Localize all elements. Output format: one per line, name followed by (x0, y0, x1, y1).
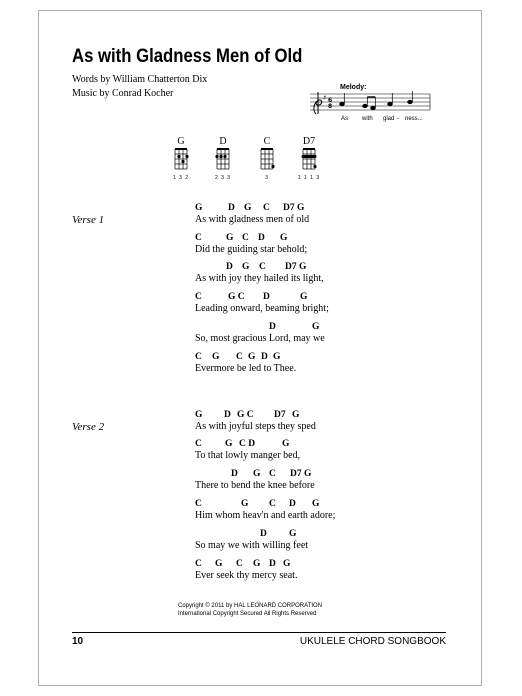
chord-symbol: G (273, 352, 281, 362)
svg-text:8: 8 (328, 103, 333, 110)
copyright-line: Copyright © 2011 by HAL LEONARD CORPORATION (178, 603, 323, 609)
lyric-line: To that lowly manger bed, (195, 450, 301, 461)
chord-symbol: C (242, 233, 249, 243)
music-credit: Music by Conrad Kocher (72, 88, 174, 99)
chord-symbol: G (282, 439, 290, 449)
book-title: UKULELE CHORD SONGBOOK (299, 636, 446, 647)
melody-staff (310, 90, 434, 116)
chord-diagram-c (252, 136, 282, 181)
chord-diagram-name: C (263, 136, 271, 147)
chord-symbol: C (259, 262, 266, 272)
chord-fingering: 3 (265, 175, 269, 181)
footer-rule (72, 632, 446, 633)
words-credit: Words by William Chatterton Dix (72, 74, 208, 85)
verse-label: Verse 1 (72, 214, 105, 226)
chord-symbol: C (195, 559, 202, 569)
melody-label: Melody: (340, 84, 367, 91)
lyric-line: So, most gracious Lord, may we (195, 333, 325, 344)
chord-symbol: G (312, 499, 320, 509)
fretboard-icon (215, 148, 231, 170)
chord-fingering: 2 3 3 (214, 175, 232, 181)
lyric-line: Leading onward, beaming bright; (195, 303, 329, 314)
chord-symbol: G (280, 233, 288, 243)
chord-diagram-name: D7 (302, 136, 316, 147)
chord-symbol: G (312, 322, 320, 332)
chord-symbol: D (269, 559, 276, 569)
melody-lyric: with (362, 116, 373, 122)
chord-symbol: D (269, 322, 276, 332)
chord-symbol: G (248, 352, 256, 362)
chord-symbol: D (224, 410, 231, 420)
chord-symbol: C (195, 439, 202, 449)
fretboard-icon (173, 148, 189, 170)
chord-symbol: D (258, 233, 265, 243)
chord-symbol: D7 G (290, 469, 312, 479)
chord-symbol: C (236, 352, 243, 362)
chord-symbol: G (244, 203, 252, 213)
chord-symbol: G (226, 233, 234, 243)
lyric-line: There to bend the knee before (195, 480, 315, 491)
chord-symbol: C (195, 233, 202, 243)
chord-symbol: D7 (274, 410, 286, 420)
treble-clef-icon (314, 92, 322, 114)
fretboard-icon (259, 148, 275, 170)
chord-symbol: G (242, 262, 250, 272)
lyric-line: Him whom heav'n and earth adore; (195, 510, 336, 521)
sharp-icon: ♯ (323, 94, 327, 102)
page-number: 10 (72, 636, 84, 647)
chord-symbol: D (289, 499, 296, 509)
chord-symbol: G (253, 559, 261, 569)
chord-symbol: C (195, 352, 202, 362)
lyric-line: Ever seek thy mercy seat. (195, 570, 298, 581)
chord-symbol: G (292, 410, 300, 420)
verse-label: Verse 2 (72, 421, 105, 433)
chord-fingering: 1 3 2 (172, 175, 190, 181)
chord-symbol: D (263, 292, 270, 302)
chord-symbol: C (269, 469, 276, 479)
song-title: As with Gladness Men of Old (72, 46, 303, 67)
chord-symbol: G (300, 292, 308, 302)
chord-symbol: G (225, 439, 233, 449)
lyric-line: Evermore be led to Thee. (195, 363, 297, 374)
chord-symbol: G (212, 352, 220, 362)
chord-symbol: G (241, 499, 249, 509)
chord-symbol: G (283, 559, 291, 569)
lyric-line: As with joy they hailed its light, (195, 273, 324, 284)
copyright-line: International Copyright Secured All Rights Reserved (178, 611, 317, 617)
chord-symbol: G (195, 410, 203, 420)
lyric-line: Did the guiding star behold; (195, 244, 308, 255)
chord-symbol: C (263, 203, 270, 213)
chord-symbol: D (228, 203, 235, 213)
chord-diagram-name: G (177, 136, 185, 147)
chord-diagram-g (166, 136, 196, 181)
chord-symbol: G (289, 529, 297, 539)
chord-symbol: D (260, 529, 267, 539)
lyric-line: As with gladness men of old (195, 214, 310, 225)
chord-symbol: D (226, 262, 233, 272)
melody-lyric: - (397, 116, 399, 122)
chord-symbol: C (236, 559, 243, 569)
chord-symbol: C D (239, 439, 256, 449)
chord-fingering: 1 1 1 3 (297, 175, 321, 181)
fretboard-icon (301, 148, 317, 170)
chord-symbol: D (231, 469, 238, 479)
lyric-line: As with joyful steps they sped (195, 421, 316, 432)
chord-symbol: D7 G (285, 262, 307, 272)
chord-symbol: C (269, 499, 276, 509)
chord-symbol: D (261, 352, 268, 362)
lyric-line: So may we with willing feet (195, 540, 309, 551)
chord-diagram-d (208, 136, 238, 181)
chord-diagram-d7 (294, 136, 324, 181)
chord-symbol: G (195, 203, 203, 213)
chord-symbol: G C (237, 410, 254, 420)
melody-lyric: ness... (405, 116, 423, 122)
melody-lyric: glad (383, 116, 395, 122)
chord-symbol: D7 G (283, 203, 305, 213)
chord-symbol: C (195, 292, 202, 302)
chord-symbol: G C (228, 292, 245, 302)
chord-symbol: G (215, 559, 223, 569)
melody-lyric: As (341, 116, 349, 122)
chord-symbol: C (195, 499, 202, 509)
chord-symbol: G (253, 469, 261, 479)
chord-diagram-name: D (219, 136, 227, 147)
svg-text:6: 6 (328, 97, 333, 104)
